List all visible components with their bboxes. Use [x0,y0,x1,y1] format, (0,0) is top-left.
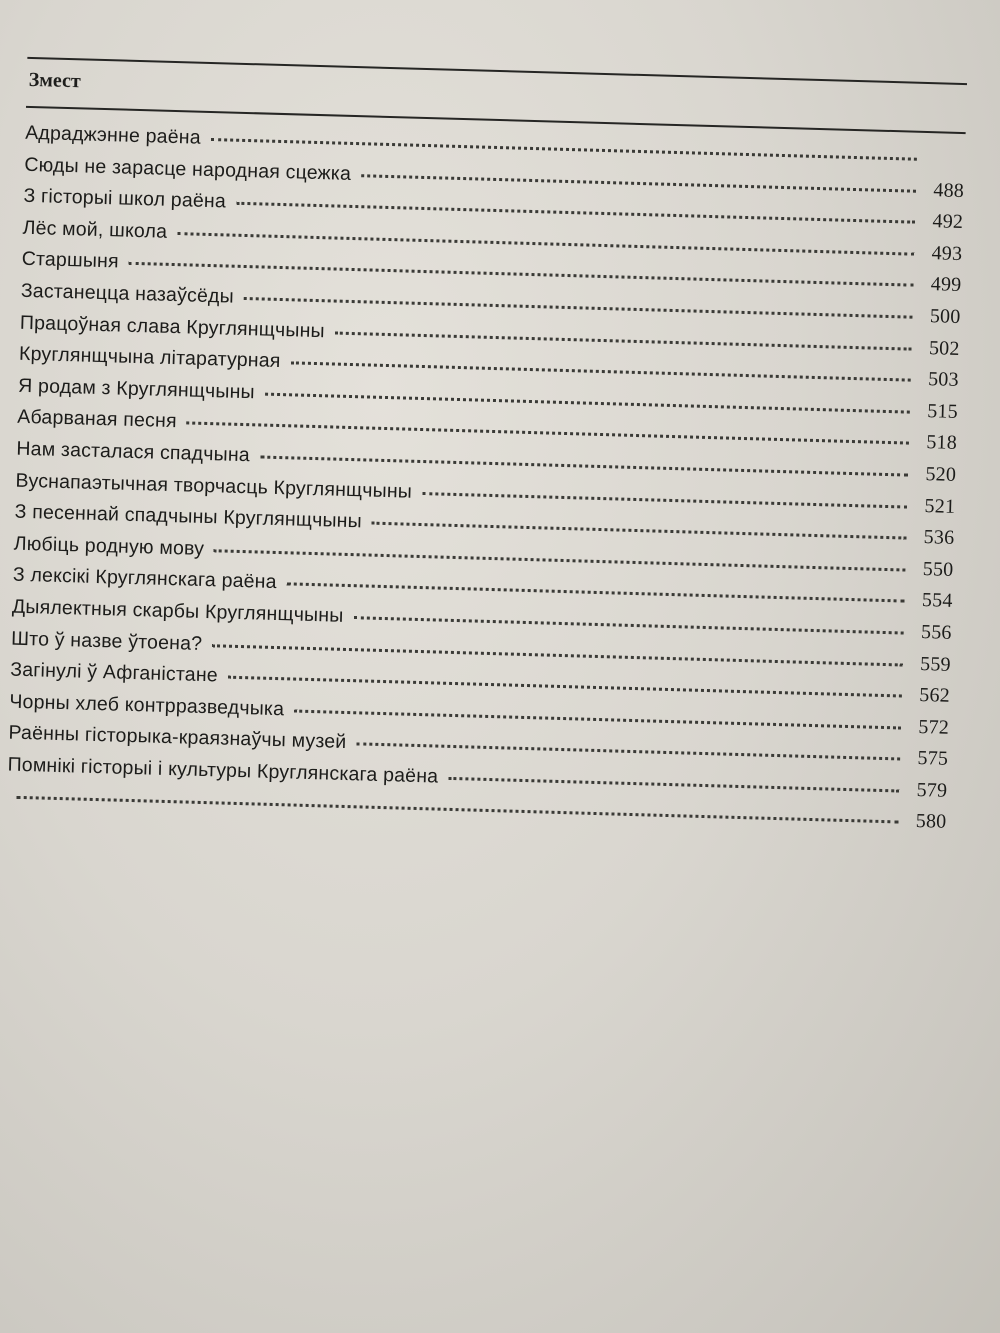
toc-entry-page: 499 [930,273,962,297]
toc-entry-page [925,164,965,165]
toc-entry-page: 503 [927,368,960,392]
running-header: Змест [28,68,82,93]
toc-leader-dots [353,616,903,634]
toc-entry-title: Што ў назве ўтоена? [10,627,203,655]
toc-leader-dots [287,583,905,603]
toc-entry-page: 559 [919,652,952,676]
toc-entry-page: 493 [931,241,963,265]
toc-leader-dots [448,777,899,793]
toc-entry-title: Застанецца назаўсёды [20,279,235,308]
toc-entry-page: 518 [926,431,958,455]
toc-entry-page: 502 [928,336,960,360]
toc-leader-dots [372,522,907,540]
toc-entry-title: Абарваная песня [17,406,178,433]
toc-leader-dots [356,743,900,761]
toc-entry-title: Нам засталася спадчына [16,437,251,467]
toc-entry-page: 572 [918,715,950,739]
bleed-through-text [84,852,904,911]
toc-entry-title: Адраджэнне раёна [24,121,202,149]
toc-leader-dots [291,361,911,381]
toc-entry-page: 500 [929,305,961,328]
toc-entry-page: 562 [919,684,951,707]
toc-entry-title: Старшыня [21,248,120,273]
toc-entry-page: 492 [932,210,964,234]
toc-entry-title: З песеннай спадчыны Круглянщчыны [14,500,363,533]
toc-entry-title: Загінулі ў Афганістане [9,658,219,687]
toc-entry-title: Працоўная слава Круглянщчыны [19,311,326,342]
toc-entry-page: 556 [920,620,952,644]
toc-entry-page: 520 [925,463,957,486]
toc-leader-dots [211,138,917,161]
toc-leader-dots [335,331,912,350]
toc-entry-title: Помнікі гісторыі і культуры Круглянскага раёна [7,753,439,788]
toc-entry-title: Сюды не зарасце народная сцежка [24,153,352,185]
toc-entry-page: 488 [933,178,965,202]
toc-leader-dots [422,492,907,509]
toc-entry-page: 580 [915,810,947,834]
toc-entry-page: 575 [917,747,949,771]
toc-entry-title: З лексікі Круглянскага раёна [12,563,278,594]
page-content [6,57,967,843]
toc-entry-title: Чорны хлеб контрразведчыка [9,690,285,720]
toc-entry-page: 536 [923,526,955,550]
toc-entry-page: 550 [922,557,954,581]
toc-leader-dots [361,174,916,193]
table-of-contents [6,122,965,843]
toc-entry-title: Я родам з Круглянщчыны [17,374,256,404]
toc-entry-title: Вуснапаэтычная творчасць Круглянщчыны [15,469,413,503]
toc-entry-page: 521 [924,494,956,518]
toc-entry-page: 554 [921,589,953,613]
toc-entry-page: 579 [916,778,948,802]
toc-entry-title: Дыялектныя скарбы Круглянщчыны [11,595,344,627]
toc-entry-title: Любіць родную мову [13,532,205,560]
toc-leader-dots [294,709,901,729]
toc-entry-title: Раённы гісторыка-краязнаўчы музей [8,721,347,754]
toc-entry-title: З гісторыі школ раёна [23,184,227,213]
toc-entry-page: 515 [926,399,959,423]
toc-entry-title: Лёс мой, школа [22,216,168,243]
toc-entry-title: Круглянщчына літаратурная [18,342,281,373]
